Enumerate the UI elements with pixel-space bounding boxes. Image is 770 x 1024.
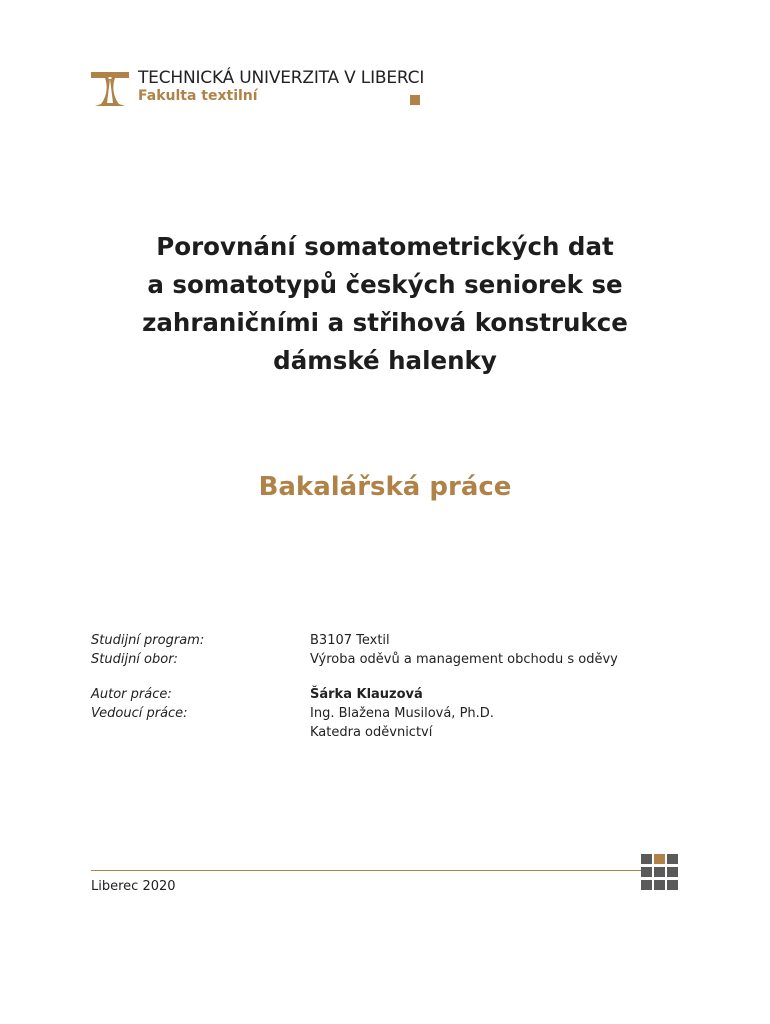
thesis-type: Bakalářská práce xyxy=(258,472,512,502)
supervisor-label: Vedoucí práce: xyxy=(91,706,188,721)
author-value: Šárka Klauzová xyxy=(310,687,423,702)
title-line: Porovnání somatometrických dat xyxy=(156,232,614,261)
title-line: zahraničními a střihová konstrukce xyxy=(142,308,628,337)
faculty-name: Fakulta textilní xyxy=(138,88,258,104)
place-and-year: Liberec 2020 xyxy=(91,879,176,894)
department-value: Katedra oděvnictví xyxy=(310,725,433,740)
field-label: Studijní obor: xyxy=(91,652,178,667)
program-value: B3107 Textil xyxy=(310,633,390,648)
supervisor-value: Ing. Blažena Musilová, Ph.D. xyxy=(310,706,494,721)
faculty-grid-logo-icon xyxy=(641,854,679,890)
field-value: Výroba oděvů a management obchodu s oděvy xyxy=(310,652,618,667)
university-name: TECHNICKÁ UNIVERZITA V LIBERCI xyxy=(138,68,425,88)
tul-tower-logo-icon xyxy=(91,72,129,106)
title-line: dámské halenky xyxy=(273,346,497,375)
author-label: Autor práce: xyxy=(91,687,172,702)
header-accent-square xyxy=(410,95,420,105)
footer-divider xyxy=(91,870,641,871)
program-label: Studijní program: xyxy=(91,633,205,648)
title-line: a somatotypů českých seniorek se xyxy=(147,270,623,299)
thesis-title xyxy=(0,228,770,380)
